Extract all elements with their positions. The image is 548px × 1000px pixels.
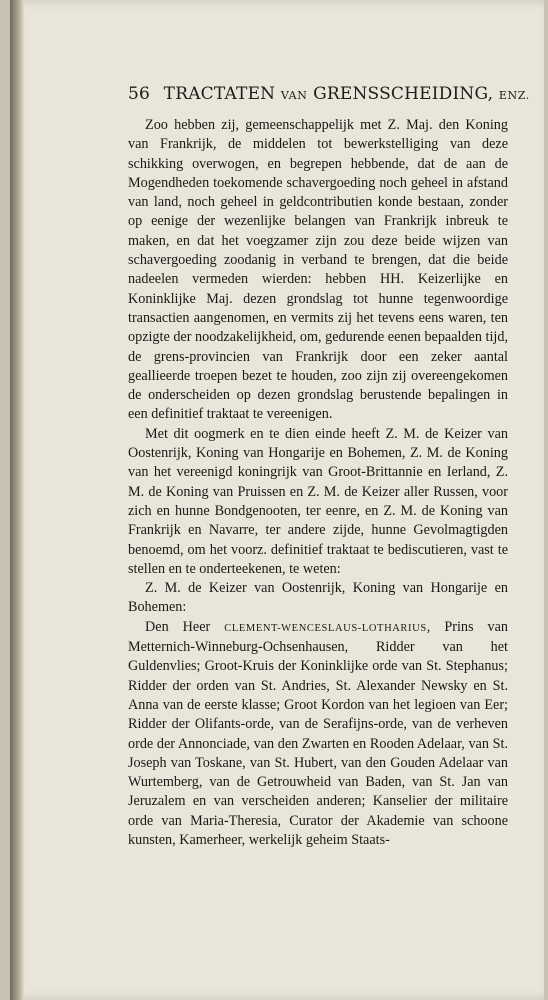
body-text	[128, 116, 508, 850]
paragraph-3: Z. M. de Keizer van Oostenrijk, Koning van Hongarije en Bohemen:	[128, 580, 508, 616]
header-title-part1: TRACTATEN	[163, 84, 276, 104]
book-page	[10, 0, 544, 1000]
header-title-part4: ENZ.	[498, 89, 530, 102]
paragraph-2: Met dit oogmerk en te dien einde heeft Z. M. de Keizer van Oostenrijk, Koning van Hongarije en Bohemen, Z. M. de Koning van het vereenigd koningrijk van Groot-Brittannie en Ierland, Z. M. de Koning van Pruissen en Z. M. de Keizer aller Russen, voor zich en hunne Bondgenooten, ter eenre, en Z. M. de Koning van Frankrijk en Navarre, ter andere zijde, hunne Gevolmagtigden benoemd, om het voorz. definitief traktaat te bediscutieren, vast te stellen en te onderteekenen, te weten:	[128, 425, 508, 577]
paragraph-4-name: CLEMENT-WENCESLAUS-LOTHARIUS	[224, 622, 427, 634]
paragraph-4	[128, 618, 508, 851]
paragraph-1: Zoo hebben zij, gemeenschappelijk met Z. Maj. den Koning van Frankrijk, de middelen tot bewerkstelliging van deze schikking overwogen, en begrepen hebbende, dat de aan de Mogendheden toekomende schavergoeding noch geheel in afstand van land, noch geheel in geldcontributien konde bestaan, zonder op eenige der wezenlijke belangen van Frankrijk inbreuk te maken, en dat het voegzamer zijn zou deze beide wijzen van schavergoeding zoodanig in verband te brengen, dat die beide nadeelen vermeden wierden: hebben HH. Keizerlijke en Koninklijke Maj. dezen grondslag tot hunne tegenwoordige transactien aangenomen, en vermits zij het tevens eens waren, ten opzigte der noodzakelijkheid, om, gedurende eenen bepaalden tijd, de grens-provincien van Frankrijk door een zeker aantal geallieerde troepen bezet te houden, zoo zijn zij overeengekomen de onderscheiden op dezen grondslag berustende bepalingen in een definitief traktaat te vereenigen.	[128, 117, 508, 423]
header-title-part3: GRENSSCHEIDING,	[313, 84, 494, 104]
header-title-part2: VAN	[280, 89, 308, 102]
page-number: 56	[128, 84, 151, 104]
book-spine-shadow	[10, 0, 24, 1000]
paragraph-4-rest: , Prins van Metternich-Winneburg-Ochsenhausen, Ridder van het Guldenvlies; Groot-Kruis der Koninklijke orde van St. Stephanus; Ridder der orden van St. Andries, St. Alexander Newsky en St. Anna van de eerste klasse; Groot Kordon van het legioen van Eer; Ridder der Olifants-orde, van de Serafijns-orde, van de verheven orde der Annonciade, van den Zwarten en Rooden Adelaar, van St. Joseph van Toskane, van St. Hubert, van den Gouden Adelaar van Wurtemberg, van de Getrouwheid van Baden, van St. Jan van Jeruzalem en van verscheiden anderen; Kanselier der militaire orde van Maria-Theresia, Curator der Akademie van schoone kunsten, Kamerheer, werkelijk geheim Staats-	[128, 618, 508, 848]
paragraph-4-lead: Den Heer	[145, 618, 211, 635]
running-header	[128, 84, 530, 104]
